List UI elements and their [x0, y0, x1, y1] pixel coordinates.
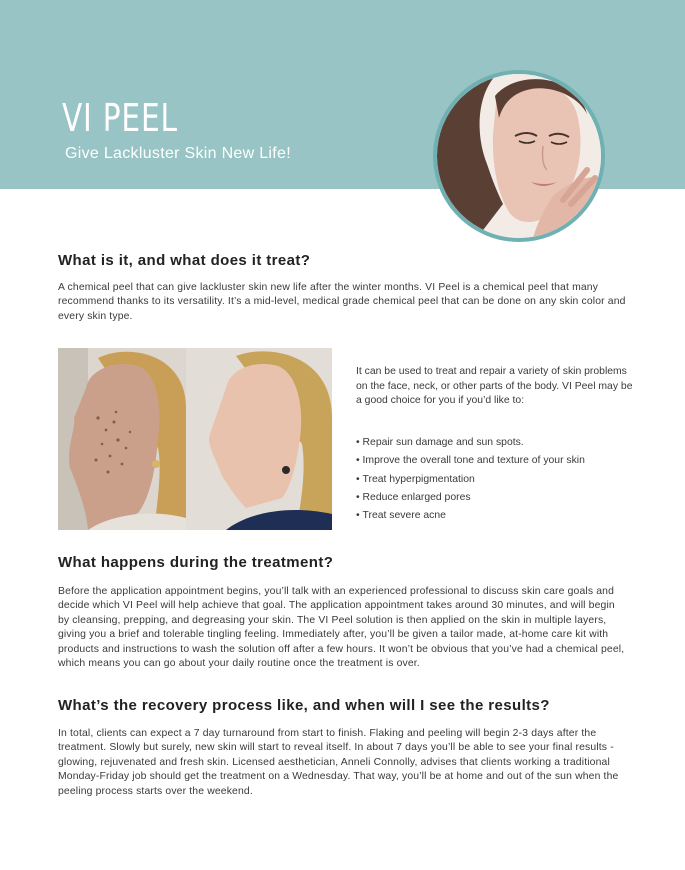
- page-subtitle: Give Lackluster Skin New Life!: [65, 145, 291, 162]
- after-photo: [186, 348, 332, 530]
- treatment-intro-text: It can be used to treat and repair a variety of skin problems on the face, neck, or other parts of the body. VI Peel may be a good choice for you if you’d like to:: [356, 366, 633, 407]
- before-photo: [58, 348, 186, 530]
- section-heading-treatment: What happens during the treatment?: [58, 554, 334, 571]
- section-heading-what-is-it: What is it, and what does it treat?: [58, 252, 311, 269]
- page-title: VI PEEL: [62, 96, 178, 140]
- woman-face-illustration: [437, 74, 601, 238]
- section-body-what-is-it: A chemical peel that can give lackluster skin new life after the winter months. VI Peel is a chemical peel that many recommend thanks to its versatility. It’s a mid-level, medical grade chemical peel that can be done on any skin color and every skin type.: [58, 282, 626, 322]
- section-heading-recovery: What’s the recovery process like, and when will I see the results?: [58, 697, 550, 714]
- list-item: • Reduce enlarged pores: [356, 491, 585, 509]
- portrait-photo: [433, 70, 605, 242]
- after-face-illustration: [186, 348, 332, 530]
- list-item: • Improve the overall tone and texture of your skin: [356, 454, 585, 472]
- section-body-recovery: In total, clients can expect a 7 day turnaround from start to finish. Flaking and peeling will begin 2-3 days after the treatment. Slowly but surely, new skin will start to reveal itself. In about 7 days you’ll be able to see your final results - glowing, rejuvenated and fresh skin. Licensed aesthetician, Anneli Connolly, advises that clients working a traditional Monday-Friday job should get the treatment on a Wednesday. That way, you’ll be at home and out of the sun when the peeling process starts over the weekend.: [58, 728, 619, 797]
- list-item: • Treat severe acne: [356, 509, 585, 527]
- list-item: • Treat hyperpigmentation: [356, 473, 585, 491]
- list-item: • Repair sun damage and sun spots.: [356, 436, 585, 454]
- treatment-list: [356, 436, 585, 527]
- section-body-treatment: Before the application appointment begins, you’ll talk with an experienced professional to discuss skin care goals and decide which VI Peel will help achieve that goal. The application appointment takes around 30 minutes, and will begin by cleansing, prepping, and degreasing your skin. The VI Peel solution is then applied on the skin in multiple layers, giving you a brief and tolerable tingling feeling. Immediately after, you’ll be given a tailor made, at-home care kit with products and instructions to wash the solution off after a few hours. It won’t be obvious that you’ve had a chemical peel, which means you can go about your daily routine once the treatment is over.: [58, 586, 625, 670]
- before-face-illustration: [58, 348, 186, 530]
